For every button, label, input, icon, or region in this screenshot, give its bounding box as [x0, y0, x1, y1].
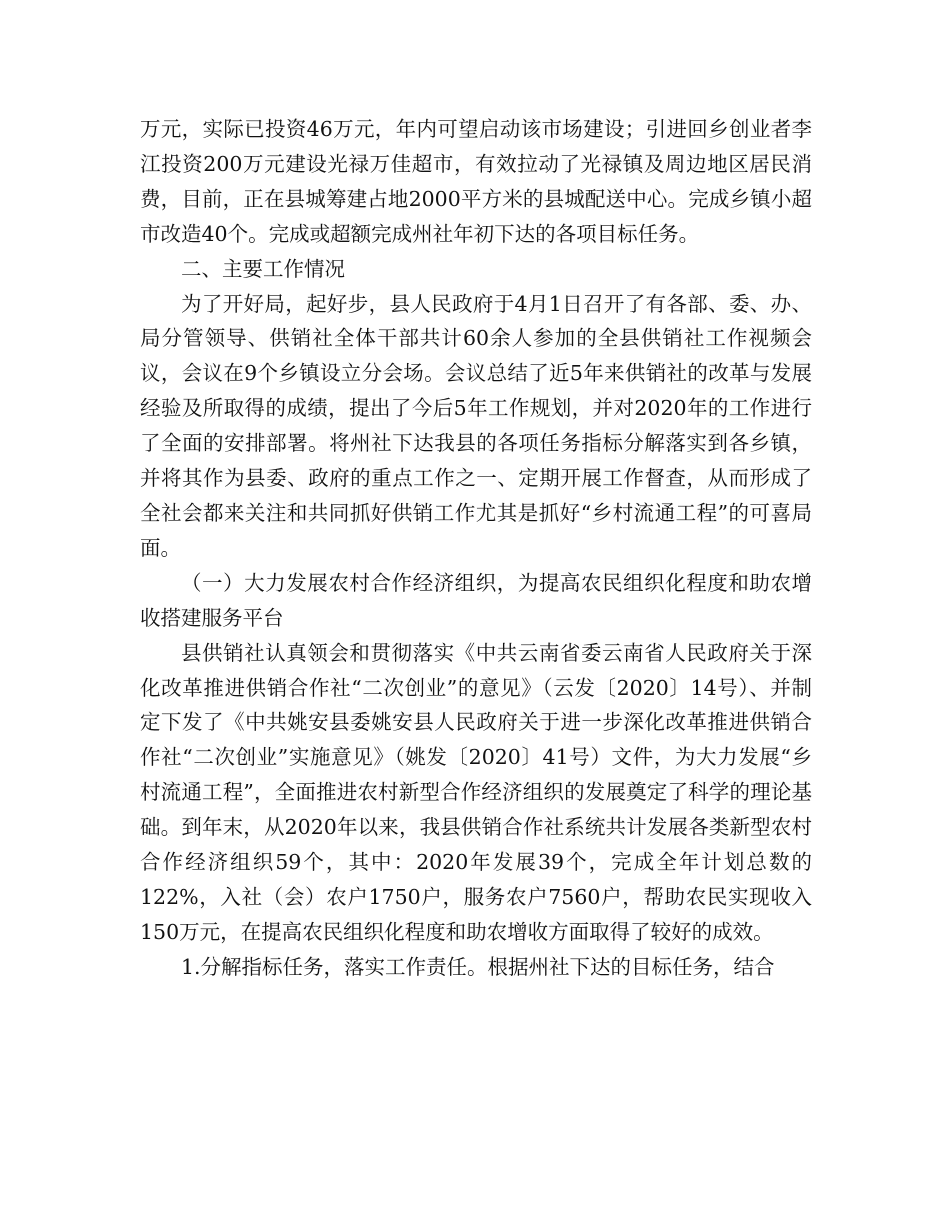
paragraph-cooperative-development: 县供销社认真领会和贯彻落实《中共云南省委云南省人民政府关于深化改革推进供销合作社“二次创业”的意见》（云发〔2020〕14号）、并制定下发了《中共姚安县委姚安县人民政府关于进一步深化改革推进供销合作社“二次创业”实施意见》（姚发〔2020〕41号）文件，为大力发展“乡村流通工程”，全面推进农村新型合作经济组织的发展奠定了科学的理论基础。到年末，从2020年以来，我县供销合作社系统共计发展各类新型农村合作经济组织59个，其中：2020年发展39个，完成全年计划总数的122%，入社（会）农户1750户，服务农户7560户，帮助农民实现收入150万元，在提高农民组织化程度和助农增收方面取得了较好的成效。: [140, 640, 812, 944]
subsection-heading-cooperative-organizations: （一）大力发展农村合作经济组织，为提高农民组织化程度和助农增收搭建服务平台: [140, 570, 812, 630]
paragraph-market-investment: 万元，实际已投资46万元，年内可望启动该市场建设；引进回乡创业者李江投资200万元建设光禄万佳超市，有效拉动了光禄镇及周边地区居民消费，目前，正在县城筹建占地2000平方米的县城配送中心。完成乡镇小超市改造40个。完成或超额完成州社年初下达的各项目标任务。: [140, 117, 812, 246]
paragraph-task-breakdown: 1.分解指标任务，落实工作责任。根据州社下达的目标任务，结合: [181, 954, 775, 979]
section-heading-main-work: 二、主要工作情况: [181, 256, 345, 281]
document-body: [140, 112, 812, 985]
paragraph-county-meeting: 为了开好局，起好步，县人民政府于4月1日召开了有各部、委、办、局分管领导、供销社全体干部共计60余人参加的全县供销社工作视频会议，会议在9个乡镇设立分会场。会议总结了近5年来供销社的改革与发展经验及所取得的成绩，提出了今后5年工作规划，并对2020年的工作进行了全面的安排部署。将州社下达我县的各项任务指标分解落实到各乡镇，并将其作为县委、政府的重点工作之一、定期开展工作督查，从而形成了全社会都来关注和共同抓好供销工作尤其是抓好“乡村流通工程”的可喜局面。: [140, 291, 812, 560]
